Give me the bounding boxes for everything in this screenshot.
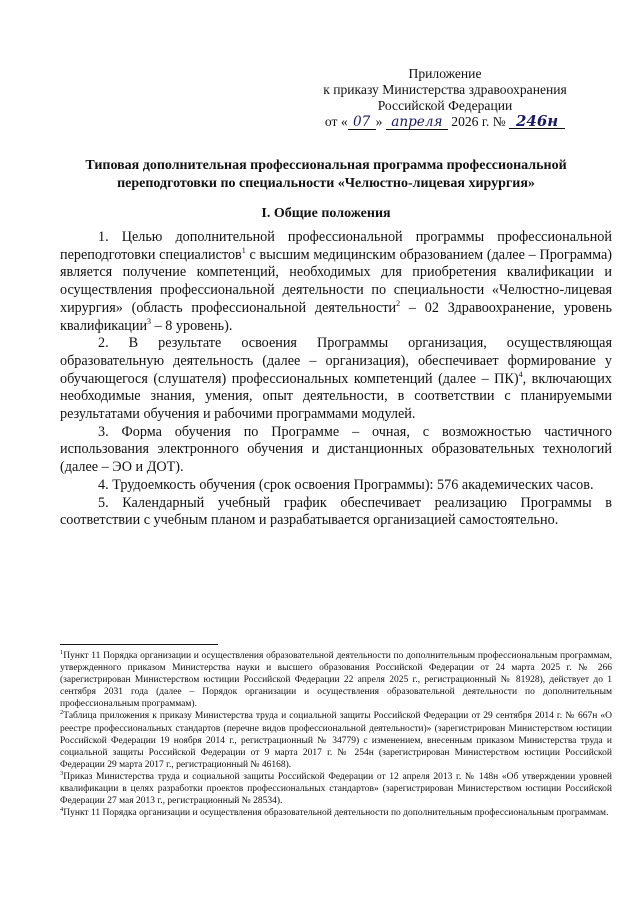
appendix-header [300,66,590,130]
paragraph-4: 4. Трудоемкость обучения (срок освоения Программы): 576 академических часов. [98,476,594,493]
appendix-order-ref: к приказу Министерства здравоохранения [323,82,567,97]
footnote-4 [60,807,612,819]
footnote-1 [60,650,612,710]
appendix-date-line [300,114,590,130]
footnote-2 [60,710,612,770]
paragraph-1 [60,229,612,335]
footnote-3-text: Приказ Министерства труда и социальной защиты Российской Федерации от 12 апреля 2013 г. № 148н «Об утверждении уровней квалификации в целях разработки проектов профессиональных стандартов» (зарегистрирован Министерством юстиции Российской Федерации 27 мая 2013 г., регистрационный № 28534). [60,771,612,807]
footnote-3 [60,771,612,807]
document-title [60,157,592,193]
footnote-ref-1: 1 [241,245,246,255]
footnote-2-mark: 2 [60,709,64,717]
paragraph-1-text-d: – 8 уровень). [151,317,233,334]
footnote-4-text: Пункт 11 Порядка организации и осуществления образовательной деятельности по дополнительным профессиональным программам. [63,808,609,819]
date-day: 07 [348,115,376,130]
footnote-2-text: Таблица приложения к приказу Министерства труда и социальной защиты Российской Федерации от 29 сентября 2014 г. № 667н «О реестре профессиональных стандартов (перечне видов профессиональной деятельности)» (зарегистрирован Министерством юстиции Российской Федерации 19 ноября 2014 г., регистрационный № 34779) с изменением, внесенным приказом Министерства труда и социальной защиты Российской Федерации от 9 марта 2017 г. № 254н (зарегистрирован Министерством юстиции Российской Федерации 29 марта 2017 г., регистрационный № 46168). [60,711,612,770]
footnote-1-text: Пункт 11 Порядка организации и осуществления образовательной деятельности по дополнительным профессиональным программам, утвержденного приказом Министерства науки и высшего образования Российской Федерации от 24 марта 2025 г. № 266 (зарегистрирован Министерством юстиции Российской Федерации 22 апреля 2025 г., регистрационный № 81928), действует до 1 сентября 2031 года (далее – Порядок организации и осуществления образовательной деятельности по дополнительным профессиональным программам). [60,651,612,710]
title-line-1: Типовая дополнительная профессиональная программа профессиональной [85,158,567,173]
paragraph-1-text-a: 1. Целью дополнительной профессиональной программы профессиональной переподготовки специалистов [60,229,612,263]
paragraph-2-text-a: 2. В результате освоения Программы организация, осуществляющая образовательную деятельность (далее – организация), обеспечивает формирование у обучающегося (слушателя) профессиональных компетенций (далее – ПК) [60,335,612,387]
footnote-4-mark: 4 [60,806,64,814]
date-year: 2026 г. № [451,114,506,129]
paragraph-2-text-b: , включающих необходимые знания, умения, опыт деятельности, в соответствии с планируемыми результатами обучения и рабочими программами модулей. [60,370,612,423]
appendix-country: Российской Федерации [377,98,513,113]
document-body [60,229,612,530]
footnotes [60,650,612,819]
paragraph-1-text-c: – 02 Здравоохранение, уровень квалификации [60,299,612,334]
footnote-divider [60,644,218,645]
date-prefix: от « [324,114,348,129]
date-mid: » [375,114,383,129]
footnote-ref-3: 3 [147,316,152,326]
order-number: 246н [509,114,565,129]
title-line-2: переподготовки по специальности «Челюстно-лицевая хирургия» [117,176,535,191]
footnote-3-mark: 3 [60,769,64,777]
footnote-ref-4: 4 [518,369,523,379]
date-month: апреля [386,115,448,130]
section-heading: I. Общие положения [261,206,391,221]
paragraph-5: 5. Календарный учебный график обеспечивает реализацию Программы в соответствии с учебным планом и разрабатывается организацией самостоятельно. [60,494,612,529]
footnote-1-mark: 1 [60,649,64,656]
paragraph-3: 3. Форма обучения по Программе – очная, с возможностью частичного использования электронного обучения и дистанционных образовательных технологий (далее – ЭО и ДОТ). [60,423,612,476]
paragraph-2 [60,335,612,424]
appendix-label: Приложение [408,66,482,81]
paragraph-1-text-b: с высшим медицинским образованием (далее – Программа) является получение компетенций, необходимых для приобретения квалификации и осуществления профессиональной деятельности по специальности «Челюстно-лицевая хирургия» (область профессиональной деятельности [60,246,612,316]
footnote-ref-2: 2 [396,298,401,308]
